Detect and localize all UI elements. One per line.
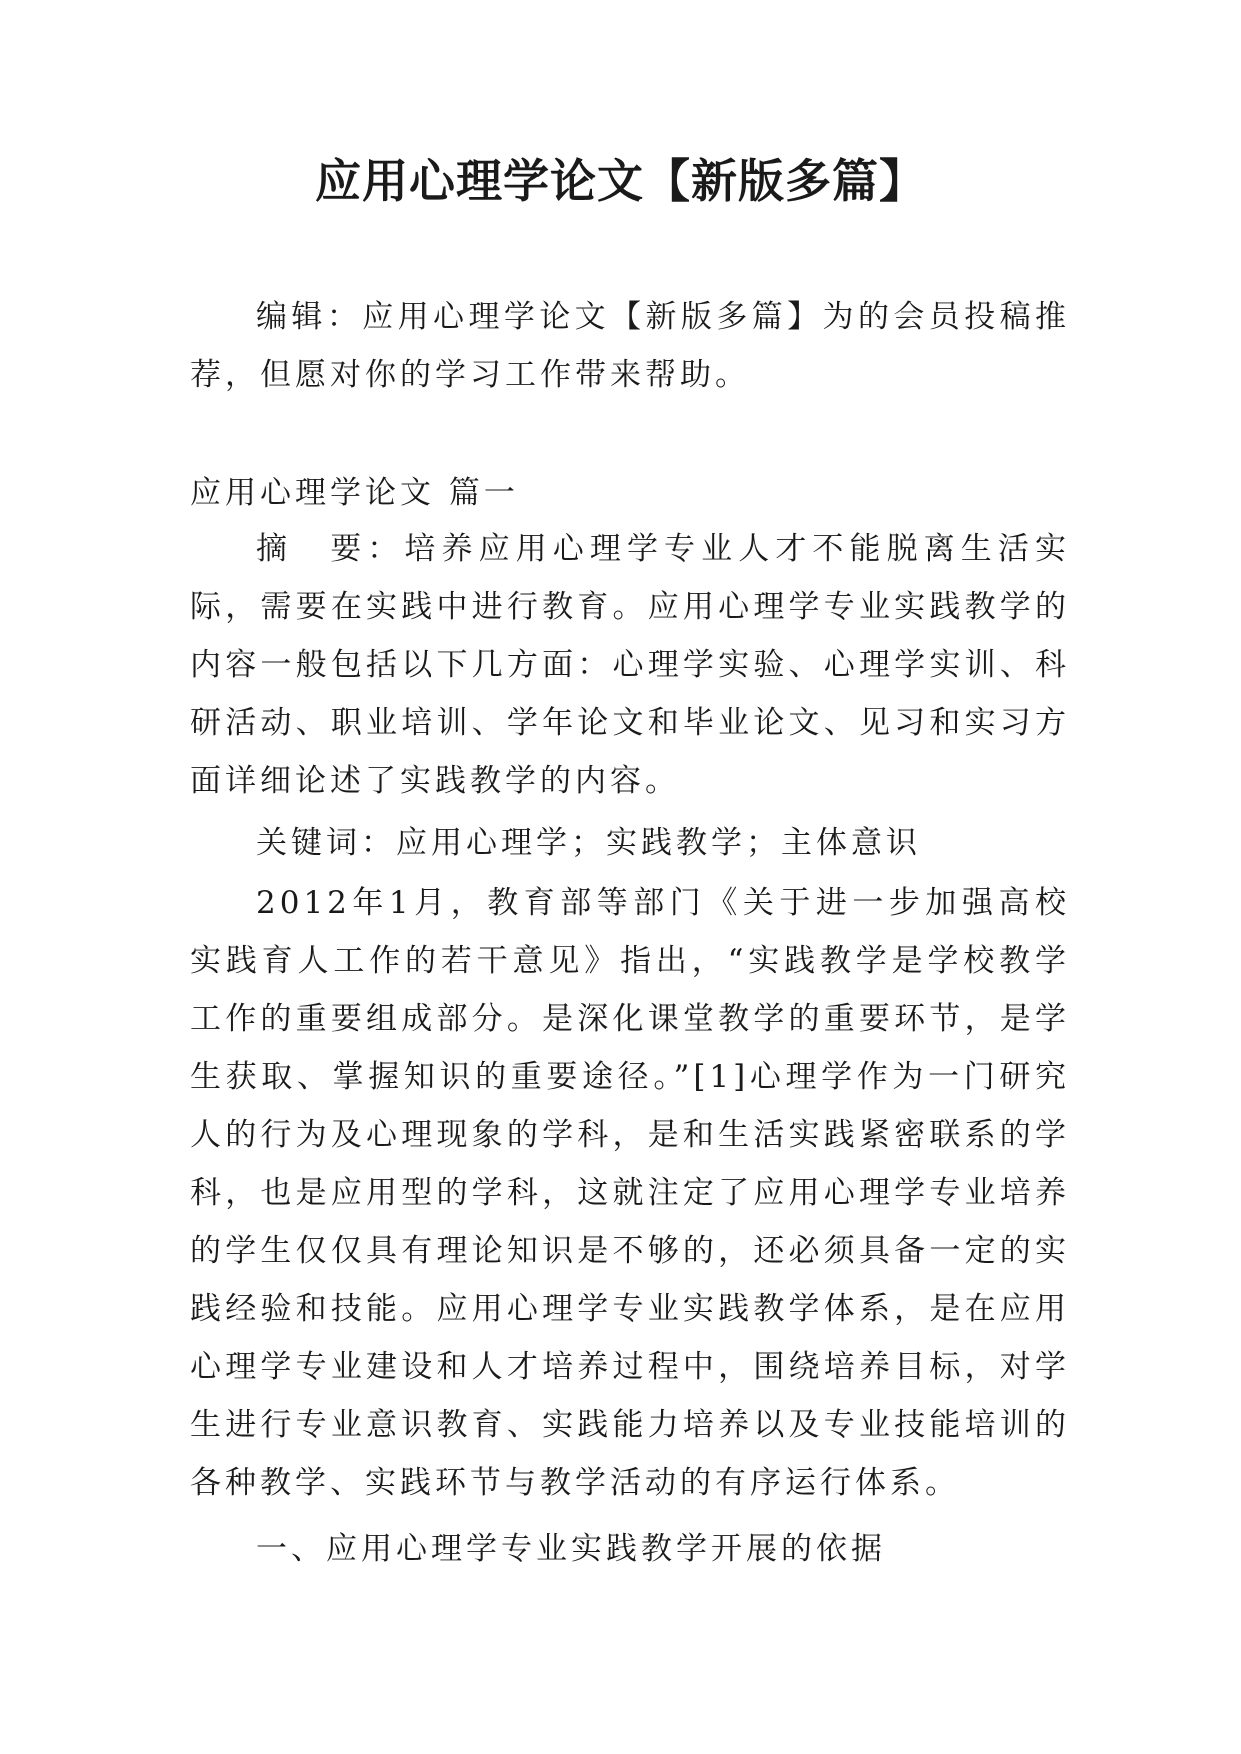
- section-heading: 应用心理学论文 篇一: [190, 475, 519, 511]
- body-paragraph: 2012年1月，教育部等部门《关于进一步加强高校实践育人工作的若干意见》指出，“实践教学是学校教学工作的重要组成部分。是深化课堂教学的重要环节，是学生获取、掌握知识的重要途径。”[1]心理学作为一门研究人的行为及心理现象的学科，是和生活实践紧密联系的学科，也是应用型的学科，这就注定了应用心理学专业培养的学生仅仅具有理论知识是不够的，还必须具备一定的实践经验和技能。应用心理学专业实践教学体系，是在应用心理学专业建设和人才培养过程中，围绕培养目标，对学生进行专业意识教育、实践能力培养以及专业技能培训的各种教学、实践环节与教学活动的有序运行体系。: [190, 885, 1070, 1501]
- document-title: 应用心理学论文【新版多篇】: [315, 154, 926, 208]
- subheading: 一、应用心理学专业实践教学开展的依据: [256, 1531, 886, 1567]
- abstract-paragraph: 摘 要：培养应用心理学专业人才不能脱离生活实际，需要在实践中进行教育。应用心理学专业实践教学的内容一般包括以下几方面：心理学实验、心理学实训、科研活动、职业培训、学年论文和毕业论文、见习和实习方面详细论述了实践教学的内容。: [190, 531, 1070, 799]
- editor-note: 编辑：应用心理学论文【新版多篇】为的会员投稿推荐，但愿对你的学习工作带来帮助。: [190, 299, 1070, 393]
- keywords-line: 关键词：应用心理学；实践教学；主体意识: [256, 825, 921, 861]
